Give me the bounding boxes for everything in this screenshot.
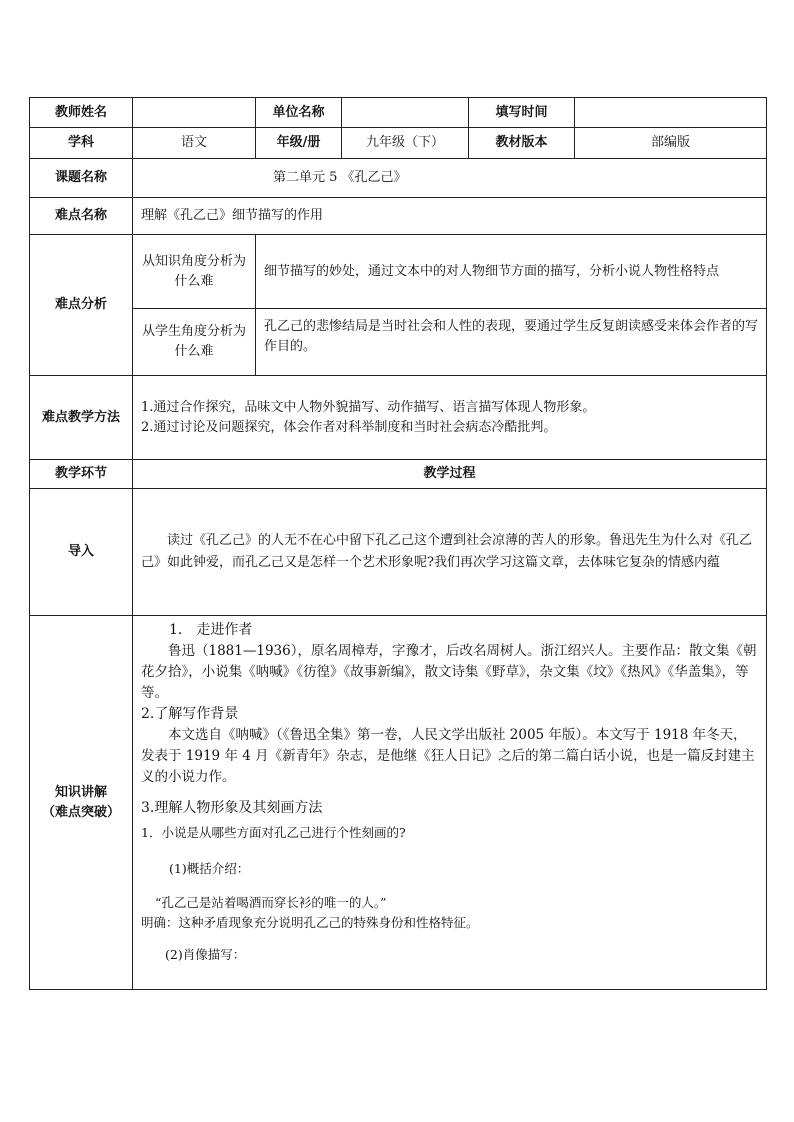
process-stage-label: 教学环节 [30, 460, 133, 489]
knowledge-row [30, 616, 767, 990]
info-row-1 [30, 98, 767, 128]
section-title: 1. 走进作者 [169, 622, 253, 638]
background-text: 本文选自《呐喊》（《鲁迅全集》第一卷，人民文学出版社 2005 年版）。本文写于 1918 年冬天，发表于 1919 年 4 月《新青年》杂志，是他继《狂人日记》之后的第二篇白话小说，也是一篇反封建主义的小说力作。 [141, 727, 755, 785]
topic-row [30, 159, 767, 198]
fill-time-value[interactable] [575, 98, 767, 128]
author-intro: 鲁迅（1881—1936），原名周樟寿，字豫才，后改名周树人。浙江绍兴人。主要作品：散文集《朝花夕拾》，小说集《呐喊》《彷徨》《故事新编》，散文诗集《野草》，杂文集《坟》《热风》《华盖集》，等等。 [141, 643, 757, 701]
quote-text: “孔乙己是站着喝酒而穿长衫的唯一的人。” [155, 895, 387, 910]
method-item: 2.通过讨论及问题探究，体会作者对科举制度和当时社会病态冷酷批判。 [141, 419, 557, 435]
student-angle-text: 孔乙己的悲惨结局是当时社会和人性的表现，要通过学生反复朗读感受来体会作者的写作目的。 [256, 309, 767, 376]
analysis-row-2 [30, 309, 767, 376]
subheading: (1)概括介绍： [169, 861, 250, 876]
topic-label: 课题名称 [30, 159, 133, 198]
grade-label: 年级/册 [256, 128, 342, 159]
subheading: (2)肖像描写： [165, 947, 246, 962]
knowledge-angle-label: 从知识角度分析为什么难 [133, 235, 256, 309]
difficulty-value: 理解《孔乙己》细节描写的作用 [133, 198, 767, 235]
edition-label: 教材版本 [469, 128, 575, 159]
teacher-name-label: 教师姓名 [30, 98, 133, 128]
knowledge-label-line2: （难点突破） [41, 804, 120, 820]
knowledge-label-line1: 知识讲解 [54, 784, 107, 800]
analysis-label: 难点分析 [30, 235, 133, 376]
fill-time-label: 填写时间 [469, 98, 575, 128]
lesson-page [29, 97, 766, 990]
process-label: 教学过程 [133, 460, 767, 489]
difficulty-label: 难点名称 [30, 198, 133, 235]
teacher-name-value[interactable] [133, 98, 256, 128]
knowledge-angle-text: 细节描写的妙处，通过文本中的对人物细节方面的描写，分析小说人物性格特点 [256, 235, 767, 309]
info-row-2 [30, 128, 767, 159]
grade-value: 九年级（下） [342, 128, 469, 159]
explanation-text: 明确：这种矛盾现象充分说明孔乙己的特殊身份和性格特征。 [141, 915, 479, 930]
intro-label: 导入 [30, 489, 133, 616]
process-header-row [30, 460, 767, 489]
unit-value[interactable] [342, 98, 469, 128]
question-text: 1．小说是从哪些方面对孔乙己进行个性刻画的? [141, 825, 406, 840]
methods-list [133, 376, 767, 460]
topic-value: 第二单元 5 《孔乙己》 [133, 159, 767, 198]
intro-text: 读过《孔乙己》的人无不在心中留下孔乙己这个遭到社会凉薄的苦人的形象。鲁迅先生为什么对《孔乙己》如此钟爱，而孔乙己又是怎样一个艺术形象呢?我们再次学习这篇文章，去体味它复杂的情感内蕴 [133, 489, 767, 616]
section-title: 3.理解人物形象及其刻画方法 [141, 800, 323, 816]
subject-label: 学科 [30, 128, 133, 159]
edition-value: 部编版 [575, 128, 767, 159]
subject-value: 语文 [133, 128, 256, 159]
section-title: 2.了解写作背景 [141, 706, 239, 722]
methods-row [30, 376, 767, 460]
knowledge-content [133, 616, 767, 990]
knowledge-label [30, 616, 133, 990]
methods-label: 难点教学方法 [30, 376, 133, 460]
lesson-table [29, 97, 767, 990]
analysis-row-1 [30, 235, 767, 309]
intro-row [30, 489, 767, 616]
method-item: 1.通过合作探究，品味文中人物外貌描写、动作描写、语言描写体现人物形象。 [141, 399, 596, 415]
student-angle-label: 从学生角度分析为什么难 [133, 309, 256, 376]
difficulty-row [30, 198, 767, 235]
unit-label: 单位名称 [256, 98, 342, 128]
